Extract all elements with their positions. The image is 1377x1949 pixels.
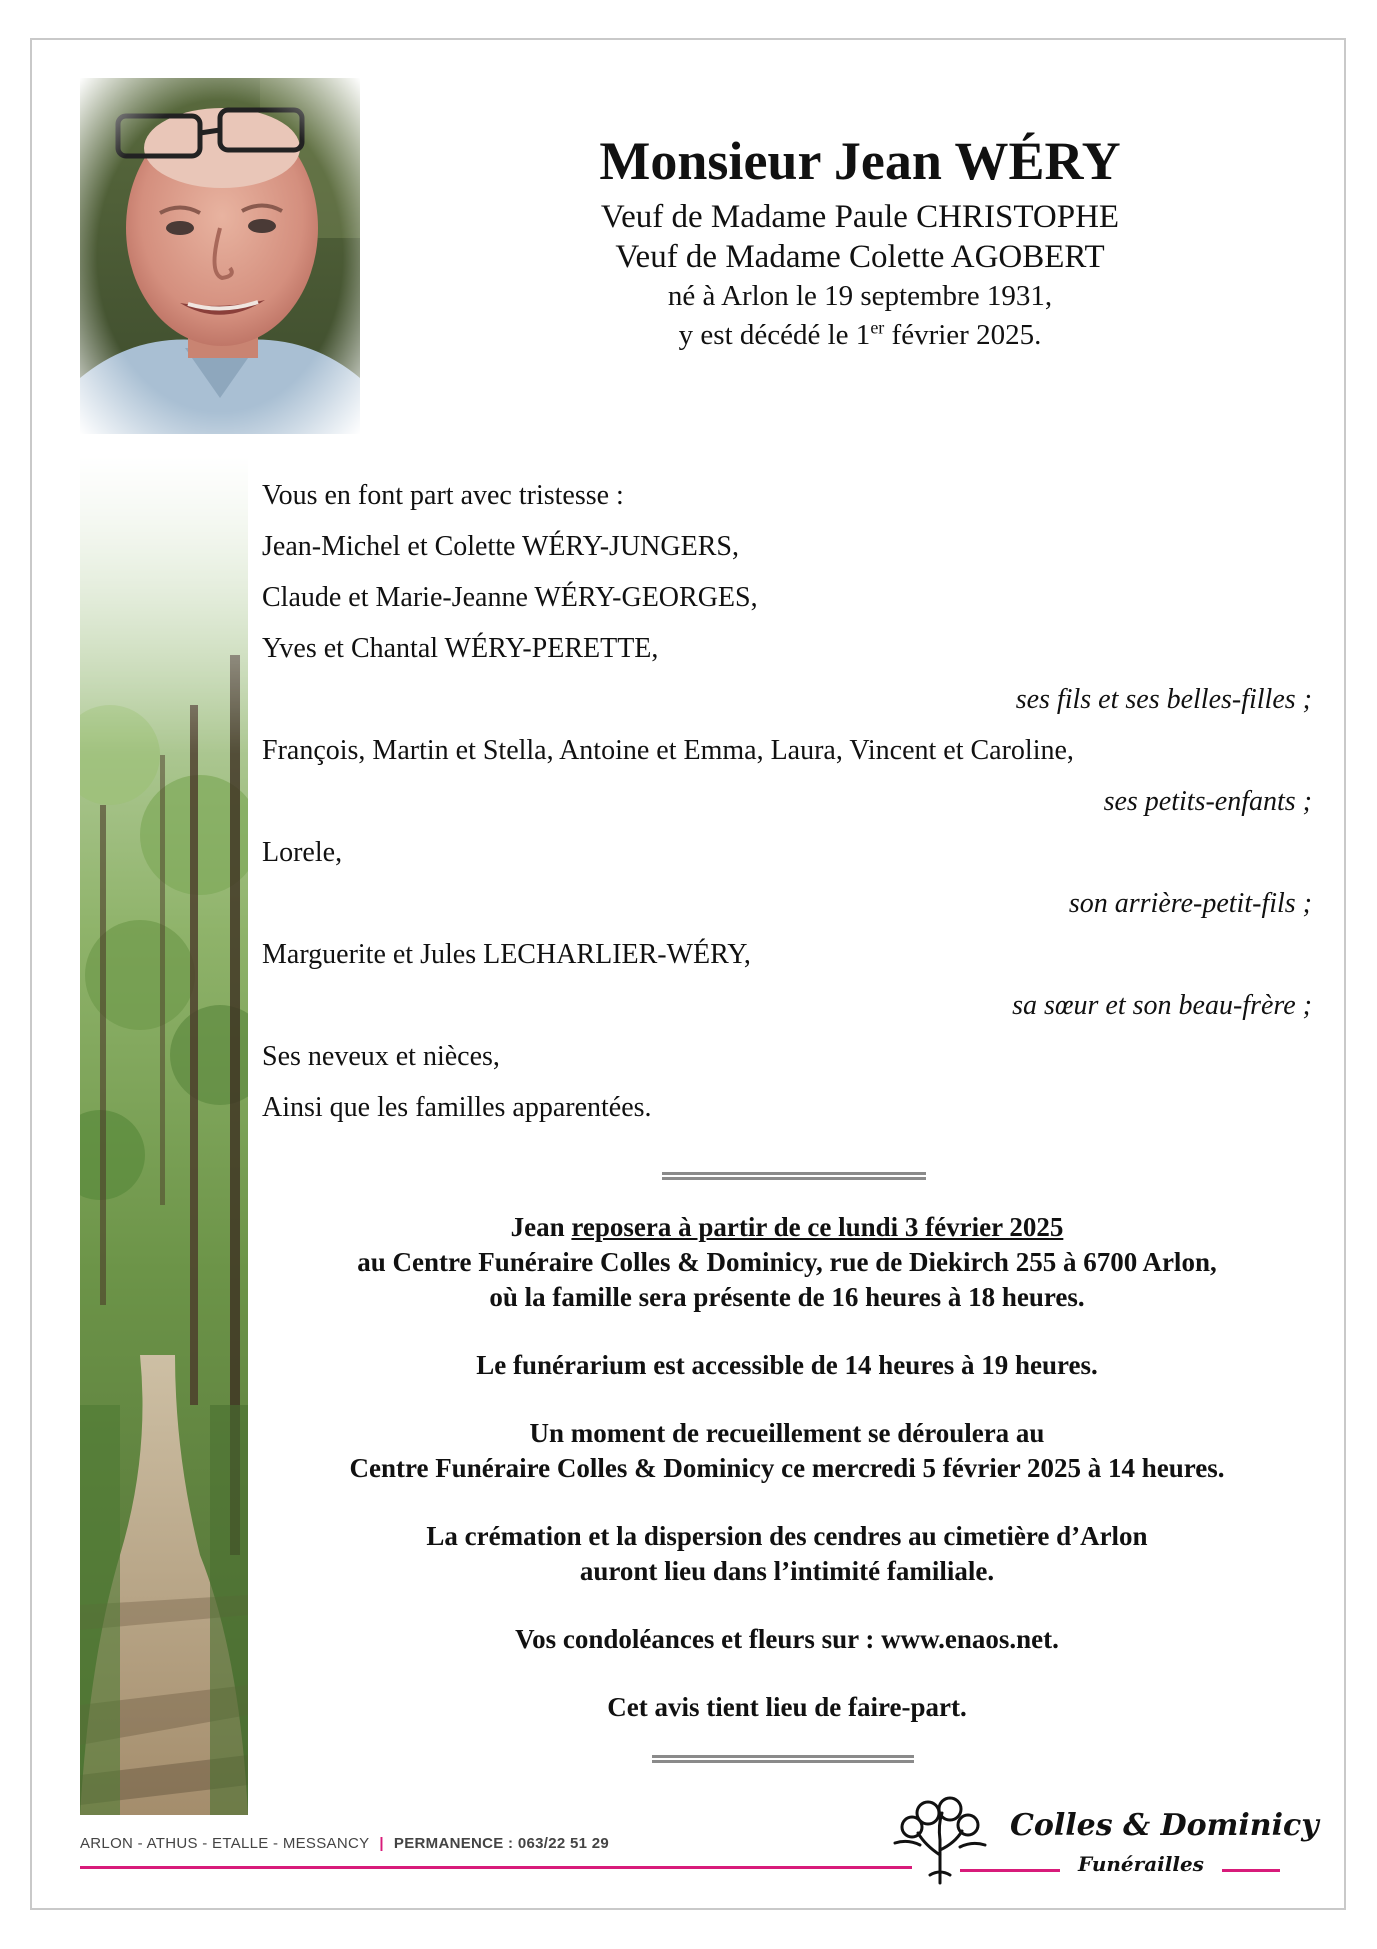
deceased-name: Monsieur Jean WÉRY <box>599 131 1121 191</box>
death-line-post: février 2025. <box>884 319 1042 351</box>
brand-line-right <box>1222 1869 1280 1872</box>
birth-line: né à Arlon le 19 septembre 1931, <box>667 280 1053 312</box>
family-row: Claude et Marie-Jeanne WÉRY-GEORGES, <box>262 582 758 613</box>
brand-subtitle: Funérailles <box>1078 1852 1204 1876</box>
brand-name: Colles & Dominicy <box>1010 1808 1319 1843</box>
separator-bottom <box>652 1755 914 1763</box>
family-list <box>262 470 1312 1133</box>
footer-pink-line <box>80 1866 912 1869</box>
family-row: François, Martin et Stella, Antoine et Emma, Laura, Vincent et Caroline, <box>262 735 1074 766</box>
funerarium-hours: Le funérarium est accessible de 14 heures à 19 heures. <box>476 1350 1098 1380</box>
info-repose-date: reposera à partir de ce lundi 3 février 2025 <box>571 1212 1064 1242</box>
widower-line-1: Veuf de Madame Paule CHRISTOPHE <box>600 199 1120 235</box>
death-line <box>460 316 1260 355</box>
death-line-sup: er <box>870 317 885 338</box>
family-row: Lorele, <box>262 837 343 868</box>
cremation-line-1: La crémation et la dispersion des cendres au cimetière d’Arlon <box>426 1521 1148 1551</box>
info-name: Jean <box>510 1212 572 1242</box>
forest-path-image <box>80 455 248 1815</box>
family-row: Jean-Michel et Colette WÉRY-JUNGERS, <box>262 531 739 562</box>
relation-label: ses fils et ses belles-filles ; <box>1015 684 1312 715</box>
info-line-2: au Centre Funéraire Colles & Dominicy, rue de Diekirch 255 à 6700 Arlon, <box>357 1247 1217 1277</box>
faire-part-line: Cet avis tient lieu de faire-part. <box>607 1692 967 1722</box>
portrait-photo <box>80 78 360 434</box>
relation-label: sa sœur et son beau-frère ; <box>1012 990 1312 1021</box>
cremation-line-2: auront lieu dans l’intimité familiale. <box>579 1556 995 1586</box>
family-row: Marguerite et Jules LECHARLIER-WÉRY, <box>262 939 751 970</box>
recueillement-line-1: Un moment de recueillement se déroulera au <box>529 1418 1045 1448</box>
condolences-line: Vos condoléances et fleurs sur : www.enaos.net. <box>515 1624 1059 1654</box>
widower-line-2: Veuf de Madame Colette AGOBERT <box>615 239 1105 275</box>
footer-contact <box>80 1835 609 1852</box>
separator-top <box>662 1172 926 1180</box>
death-line-pre: y est décédé le 1 <box>678 319 871 351</box>
family-row: Yves et Chantal WÉRY-PERETTE, <box>262 633 659 664</box>
ceremony-info <box>262 1210 1312 1725</box>
footer-permanence: PERMANENCE : 063/22 51 29 <box>393 1835 609 1852</box>
relation-label: ses petits-enfants ; <box>1103 786 1312 817</box>
recueillement-line-2: Centre Funéraire Colles & Dominicy ce mercredi 5 février 2025 à 14 heures. <box>349 1453 1225 1483</box>
family-row: Vous en font part avec tristesse : <box>262 480 624 511</box>
brand-line-left <box>960 1869 1060 1872</box>
deceased-header <box>460 125 1260 355</box>
footer-separator: | <box>379 1835 384 1852</box>
family-row: Ainsi que les familles apparentées. <box>262 1092 652 1123</box>
relation-label: son arrière-petit-fils ; <box>1068 888 1312 919</box>
info-line-1 <box>262 1210 1312 1245</box>
info-line-3: où la famille sera présente de 16 heures à 18 heures. <box>489 1282 1085 1312</box>
family-row: Ses neveux et nièces, <box>262 1041 500 1072</box>
footer-locations: ARLON - ATHUS - ETALLE - MESSANCY <box>80 1835 370 1852</box>
